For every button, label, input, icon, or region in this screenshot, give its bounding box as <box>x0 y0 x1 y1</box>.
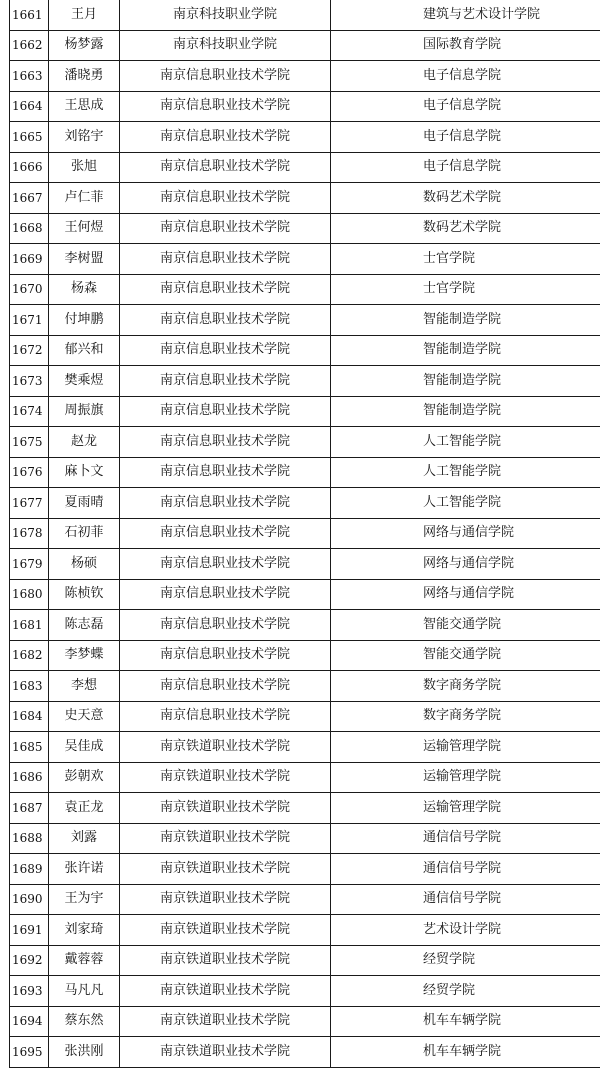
college-cell: 智能制造学院 <box>331 335 600 366</box>
school-cell: 南京铁道职业技术学院 <box>120 915 331 946</box>
row-number-cell: 1693 <box>10 976 49 1007</box>
name-cell: 杨硕 <box>49 549 120 580</box>
table-row <box>10 30 600 61</box>
name-cell: 李树盟 <box>49 244 120 275</box>
college-cell: 电子信息学院 <box>331 61 600 92</box>
table-row <box>10 457 600 488</box>
school-cell: 南京铁道职业技术学院 <box>120 884 331 915</box>
school-cell: 南京铁道职业技术学院 <box>120 823 331 854</box>
table-row <box>10 335 600 366</box>
name-cell: 杨梦露 <box>49 30 120 61</box>
table-row <box>10 732 600 763</box>
school-cell: 南京铁道职业技术学院 <box>120 793 331 824</box>
table-row <box>10 823 600 854</box>
school-cell: 南京信息职业技术学院 <box>120 305 331 336</box>
table-row <box>10 305 600 336</box>
name-cell: 王思成 <box>49 91 120 122</box>
college-cell: 通信信号学院 <box>331 854 600 885</box>
name-cell: 蔡东然 <box>49 1006 120 1037</box>
row-number-cell: 1690 <box>10 884 49 915</box>
name-cell: 张许诺 <box>49 854 120 885</box>
college-cell: 智能制造学院 <box>331 366 600 397</box>
school-cell: 南京信息职业技术学院 <box>120 152 331 183</box>
table-row <box>10 1006 600 1037</box>
school-cell: 南京信息职业技术学院 <box>120 427 331 458</box>
table-row <box>10 793 600 824</box>
name-cell: 付坤鹏 <box>49 305 120 336</box>
school-cell: 南京信息职业技术学院 <box>120 671 331 702</box>
college-cell: 人工智能学院 <box>331 457 600 488</box>
college-cell: 经贸学院 <box>331 976 600 1007</box>
college-cell: 智能制造学院 <box>331 305 600 336</box>
name-cell: 麻卜文 <box>49 457 120 488</box>
table-row <box>10 671 600 702</box>
college-cell: 通信信号学院 <box>331 823 600 854</box>
college-cell: 智能制造学院 <box>331 396 600 427</box>
name-cell: 赵龙 <box>49 427 120 458</box>
college-cell: 国际教育学院 <box>331 30 600 61</box>
college-cell: 运输管理学院 <box>331 762 600 793</box>
row-number-cell: 1695 <box>10 1037 49 1068</box>
row-number-cell: 1666 <box>10 152 49 183</box>
table-row <box>10 976 600 1007</box>
table-row <box>10 396 600 427</box>
name-cell: 吴佳成 <box>49 732 120 763</box>
school-cell: 南京科技职业学院 <box>120 30 331 61</box>
table-row <box>10 61 600 92</box>
row-number-cell: 1670 <box>10 274 49 305</box>
school-cell: 南京信息职业技术学院 <box>120 518 331 549</box>
college-cell: 网络与通信学院 <box>331 518 600 549</box>
table-row <box>10 274 600 305</box>
row-number-cell: 1678 <box>10 518 49 549</box>
college-cell: 网络与通信学院 <box>331 579 600 610</box>
table-row <box>10 91 600 122</box>
roster-table-wrapper <box>9 0 600 1068</box>
table-row <box>10 366 600 397</box>
table-row <box>10 701 600 732</box>
table-row <box>10 854 600 885</box>
name-cell: 刘家琦 <box>49 915 120 946</box>
roster-table-body <box>10 0 600 1067</box>
row-number-cell: 1691 <box>10 915 49 946</box>
row-number-cell: 1684 <box>10 701 49 732</box>
row-number-cell: 1669 <box>10 244 49 275</box>
college-cell: 数码艺术学院 <box>331 213 600 244</box>
table-row <box>10 579 600 610</box>
college-cell: 人工智能学院 <box>331 488 600 519</box>
table-row <box>10 549 600 580</box>
table-row <box>10 213 600 244</box>
name-cell: 戴蓉蓉 <box>49 945 120 976</box>
name-cell: 石初菲 <box>49 518 120 549</box>
row-number-cell: 1675 <box>10 427 49 458</box>
school-cell: 南京信息职业技术学院 <box>120 213 331 244</box>
school-cell: 南京信息职业技术学院 <box>120 366 331 397</box>
table-row <box>10 640 600 671</box>
college-cell: 运输管理学院 <box>331 793 600 824</box>
school-cell: 南京信息职业技术学院 <box>120 183 331 214</box>
college-cell: 电子信息学院 <box>331 152 600 183</box>
row-number-cell: 1692 <box>10 945 49 976</box>
row-number-cell: 1688 <box>10 823 49 854</box>
name-cell: 夏雨晴 <box>49 488 120 519</box>
college-cell: 智能交通学院 <box>331 610 600 641</box>
college-cell: 电子信息学院 <box>331 122 600 153</box>
school-cell: 南京信息职业技术学院 <box>120 549 331 580</box>
row-number-cell: 1674 <box>10 396 49 427</box>
row-number-cell: 1685 <box>10 732 49 763</box>
name-cell: 杨森 <box>49 274 120 305</box>
college-cell: 通信信号学院 <box>331 884 600 915</box>
school-cell: 南京铁道职业技术学院 <box>120 1037 331 1068</box>
name-cell: 陈桢钦 <box>49 579 120 610</box>
name-cell: 马凡凡 <box>49 976 120 1007</box>
row-number-cell: 1682 <box>10 640 49 671</box>
name-cell: 张旭 <box>49 152 120 183</box>
roster-table <box>9 0 600 1068</box>
school-cell: 南京铁道职业技术学院 <box>120 762 331 793</box>
school-cell: 南京信息职业技术学院 <box>120 701 331 732</box>
college-cell: 运输管理学院 <box>331 732 600 763</box>
table-row <box>10 945 600 976</box>
row-number-cell: 1671 <box>10 305 49 336</box>
school-cell: 南京信息职业技术学院 <box>120 457 331 488</box>
college-cell: 机车车辆学院 <box>331 1037 600 1068</box>
college-cell: 士官学院 <box>331 244 600 275</box>
name-cell: 李想 <box>49 671 120 702</box>
table-row <box>10 610 600 641</box>
school-cell: 南京铁道职业技术学院 <box>120 976 331 1007</box>
table-row <box>10 762 600 793</box>
row-number-cell: 1683 <box>10 671 49 702</box>
name-cell: 袁正龙 <box>49 793 120 824</box>
table-row <box>10 1037 600 1068</box>
name-cell: 刘露 <box>49 823 120 854</box>
row-number-cell: 1667 <box>10 183 49 214</box>
college-cell: 数字商务学院 <box>331 701 600 732</box>
row-number-cell: 1672 <box>10 335 49 366</box>
school-cell: 南京信息职业技术学院 <box>120 488 331 519</box>
name-cell: 陈志磊 <box>49 610 120 641</box>
school-cell: 南京信息职业技术学院 <box>120 91 331 122</box>
college-cell: 机车车辆学院 <box>331 1006 600 1037</box>
school-cell: 南京信息职业技术学院 <box>120 274 331 305</box>
name-cell: 王月 <box>49 0 120 30</box>
row-number-cell: 1680 <box>10 579 49 610</box>
college-cell: 数字商务学院 <box>331 671 600 702</box>
name-cell: 刘铭宇 <box>49 122 120 153</box>
row-number-cell: 1689 <box>10 854 49 885</box>
table-row <box>10 518 600 549</box>
table-row <box>10 152 600 183</box>
row-number-cell: 1664 <box>10 91 49 122</box>
name-cell: 史天意 <box>49 701 120 732</box>
name-cell: 张洪刚 <box>49 1037 120 1068</box>
college-cell: 人工智能学院 <box>331 427 600 458</box>
college-cell: 数码艺术学院 <box>331 183 600 214</box>
table-row <box>10 427 600 458</box>
college-cell: 经贸学院 <box>331 945 600 976</box>
table-row <box>10 915 600 946</box>
row-number-cell: 1673 <box>10 366 49 397</box>
college-cell: 士官学院 <box>331 274 600 305</box>
table-row <box>10 0 600 30</box>
school-cell: 南京信息职业技术学院 <box>120 610 331 641</box>
name-cell: 郁兴和 <box>49 335 120 366</box>
name-cell: 樊乘煜 <box>49 366 120 397</box>
school-cell: 南京科技职业学院 <box>120 0 331 30</box>
college-cell: 智能交通学院 <box>331 640 600 671</box>
college-cell: 艺术设计学院 <box>331 915 600 946</box>
table-row <box>10 122 600 153</box>
school-cell: 南京铁道职业技术学院 <box>120 1006 331 1037</box>
row-number-cell: 1665 <box>10 122 49 153</box>
name-cell: 彭朝欢 <box>49 762 120 793</box>
table-row <box>10 884 600 915</box>
name-cell: 王何煜 <box>49 213 120 244</box>
row-number-cell: 1679 <box>10 549 49 580</box>
school-cell: 南京信息职业技术学院 <box>120 579 331 610</box>
college-cell: 网络与通信学院 <box>331 549 600 580</box>
row-number-cell: 1681 <box>10 610 49 641</box>
school-cell: 南京信息职业技术学院 <box>120 122 331 153</box>
school-cell: 南京铁道职业技术学院 <box>120 732 331 763</box>
name-cell: 李梦蝶 <box>49 640 120 671</box>
school-cell: 南京铁道职业技术学院 <box>120 854 331 885</box>
school-cell: 南京信息职业技术学院 <box>120 335 331 366</box>
row-number-cell: 1677 <box>10 488 49 519</box>
table-row <box>10 244 600 275</box>
row-number-cell: 1687 <box>10 793 49 824</box>
row-number-cell: 1663 <box>10 61 49 92</box>
name-cell: 卢仁菲 <box>49 183 120 214</box>
row-number-cell: 1661 <box>10 0 49 30</box>
college-cell: 电子信息学院 <box>331 91 600 122</box>
college-cell: 建筑与艺术设计学院 <box>331 0 600 30</box>
row-number-cell: 1662 <box>10 30 49 61</box>
name-cell: 王为宇 <box>49 884 120 915</box>
name-cell: 潘晓勇 <box>49 61 120 92</box>
row-number-cell: 1686 <box>10 762 49 793</box>
school-cell: 南京信息职业技术学院 <box>120 61 331 92</box>
row-number-cell: 1694 <box>10 1006 49 1037</box>
school-cell: 南京信息职业技术学院 <box>120 244 331 275</box>
school-cell: 南京信息职业技术学院 <box>120 640 331 671</box>
table-row <box>10 488 600 519</box>
row-number-cell: 1676 <box>10 457 49 488</box>
name-cell: 周振旗 <box>49 396 120 427</box>
row-number-cell: 1668 <box>10 213 49 244</box>
school-cell: 南京铁道职业技术学院 <box>120 945 331 976</box>
table-row <box>10 183 600 214</box>
school-cell: 南京信息职业技术学院 <box>120 396 331 427</box>
